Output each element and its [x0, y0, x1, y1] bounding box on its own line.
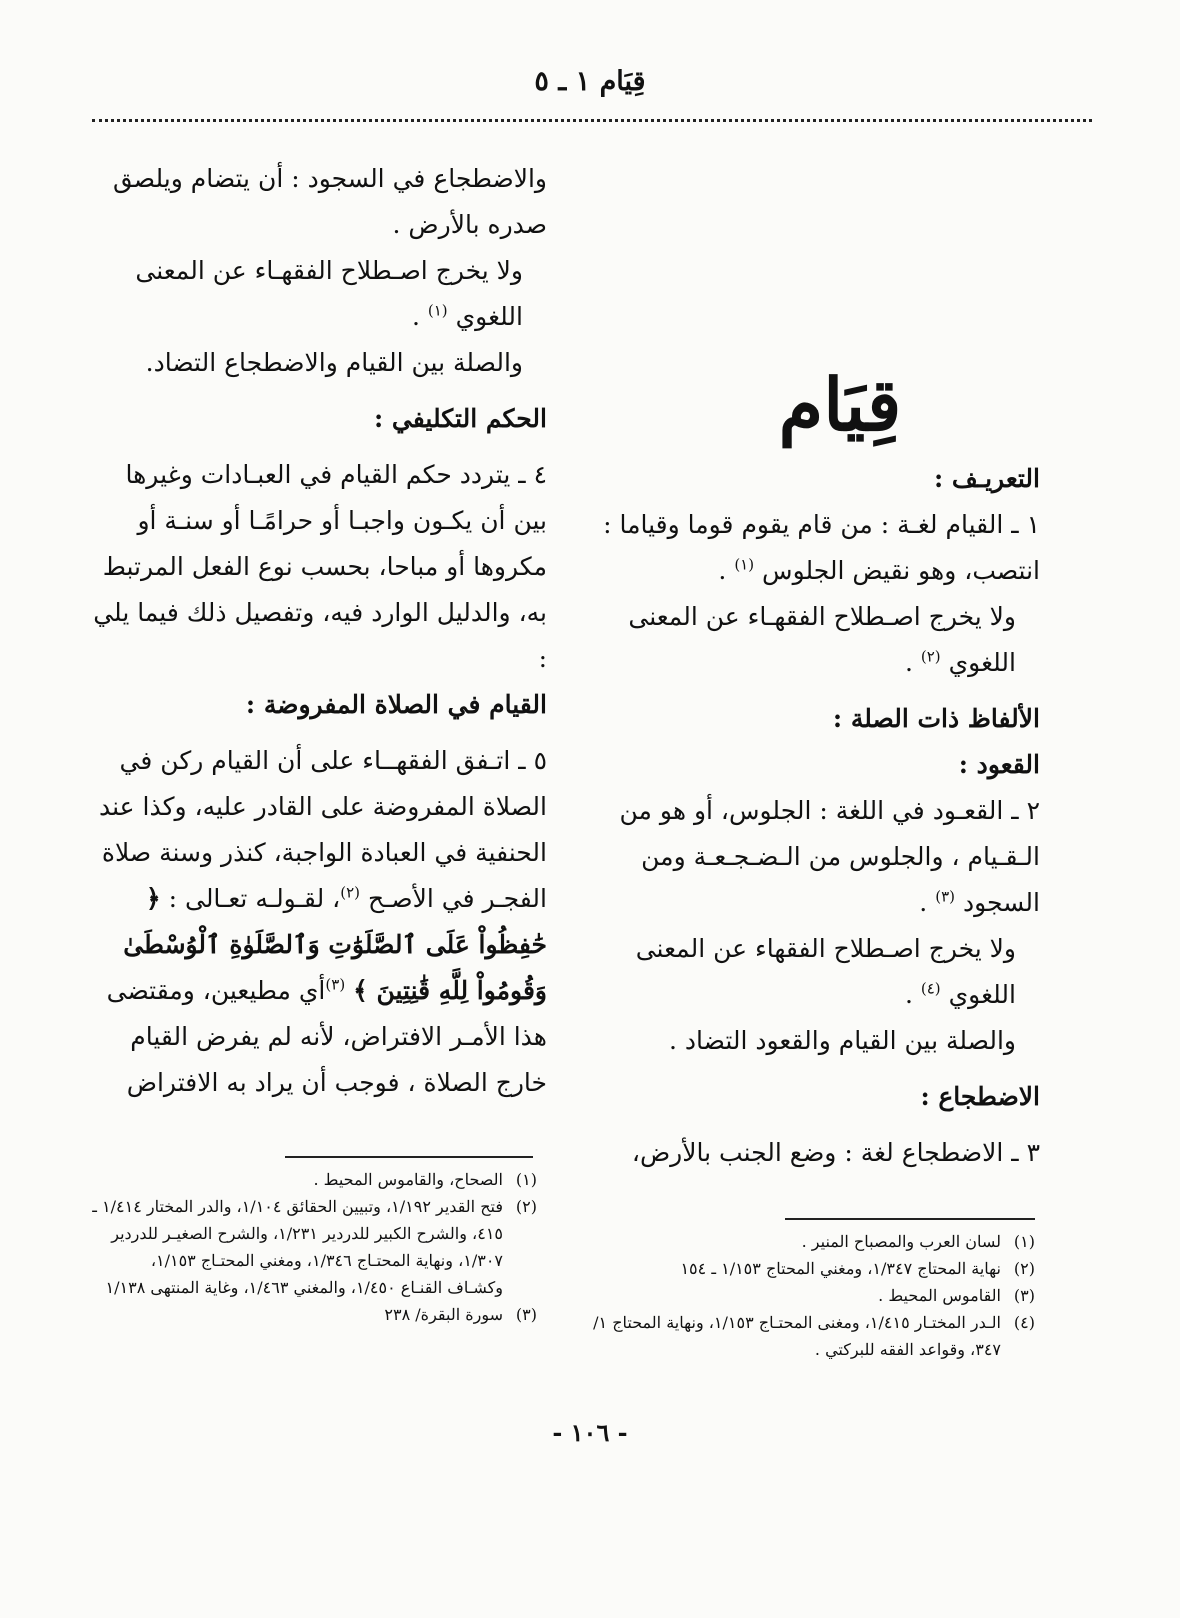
footnote-ref: (٢): [920, 647, 941, 666]
footnote-number: (٤): [1013, 1313, 1035, 1332]
footnotes-right: [590, 1228, 1035, 1363]
paragraph: [92, 248, 547, 340]
footnote-number: (٢): [1013, 1259, 1035, 1278]
left-column: [92, 156, 547, 1106]
footnote: [92, 1166, 537, 1193]
paragraph-text: ٥ ـ اتـفق الفقهــاء على أن القيام ركن في الصلاة المفروضة على القادر عليه، وكذا عند الحنفية في العبادة الواجبة، كنذر وسنة صلاة الفجـر في الأصـح: [99, 746, 547, 913]
footnote-text: لسان العرب والمصباح المنير .: [801, 1232, 1001, 1251]
paragraph-text: أي مطيعين، ومقتضى هذا الأمـر الافتراض، لأنه لم يفرض القيام خارج الصلاة ، فوجب أن يراد به الافتراض: [106, 976, 547, 1097]
header-dotted-rule: [92, 119, 1092, 122]
footnote-text: الصحاح، والقاموس المحيط .: [313, 1170, 503, 1189]
footnote-number: (١): [515, 1170, 537, 1189]
paragraph-text: ولا يخرج اصـطلاح الفقهاء عن المعنى اللغوي: [635, 934, 1016, 1009]
footnote-ref: (٤): [920, 979, 941, 998]
paragraph: [600, 788, 1040, 926]
page-number: - ١٠٦ -: [552, 1418, 628, 1447]
quran-verse: ﴿ حَٰفِظُواْ عَلَى ٱلصَّلَوَٰتِ وَٱلصَّلَوٰةِ ٱلْوُسْطَىٰ وَقُومُواْ لِلَّهِ قَٰنِتِينَ ﴾: [123, 884, 547, 1005]
paragraph-text: ولا يخرج اصـطلاح الفقهـاء عن المعنى اللغوي: [628, 602, 1016, 677]
footnotes-left: [92, 1166, 537, 1328]
footnote-ref: (٣): [325, 975, 346, 994]
right-column: [600, 456, 1040, 1176]
footnote-rule-left: [285, 1156, 533, 1158]
footnote-text: سورة البقرة/ ٢٣٨: [384, 1305, 503, 1324]
footnote-number: (١): [1013, 1232, 1035, 1251]
obligatory-prayer-heading: القيام في الصلاة المفروضة :: [245, 690, 547, 719]
punctuation: .: [919, 888, 928, 917]
lying-heading: الاضطجاع :: [920, 1082, 1040, 1111]
footnote-number: (٢): [515, 1197, 537, 1216]
sitting-heading: القعود :: [958, 750, 1040, 779]
paragraph: والاضطجاع في السجود : أن يتضام ويلصق صدره بالأرض .: [112, 164, 547, 239]
footnote-text: فتح القدير ١/١٩٢، وتبيين الحقائق ١/١٠٤، والدر المختار ١/٤١٤ ـ ٤١٥، والشرح الكبير للدردير ١/٢٣١، والشرح الصغيـر للدردير ١/٣٠٧، ونهاية المحتـاج ١/٣٤٦، ومغني المحتـاج ١/١٥٣، وكشـاف القنـاع ١/٤٥٠، والمغني ١/٤٦٣، وغاية المنتهى ١/١٣٨: [92, 1197, 503, 1297]
punctuation: .: [904, 648, 913, 677]
footnote: [590, 1309, 1035, 1363]
footnote-number: (٣): [515, 1305, 537, 1324]
footnote-number: (٣): [1013, 1286, 1035, 1305]
footnote-ref: (٢): [340, 883, 360, 902]
entry-title: قِيَام: [778, 362, 902, 447]
footnote: [590, 1255, 1035, 1282]
definition-heading: التعريـف :: [933, 464, 1040, 493]
paragraph: [600, 926, 1040, 1018]
punctuation: .: [411, 302, 420, 331]
ruling-heading: الحكم التكليفي :: [374, 404, 547, 433]
paragraph-text: ولا يخرج اصـطلاح الفقهـاء عن المعنى اللغوي: [135, 256, 523, 331]
running-header: قِيَام ١ ـ ٥: [534, 66, 646, 97]
related-terms-heading: الألفاظ ذات الصلة :: [832, 704, 1040, 733]
paragraph-text: ٢ ـ القعـود في اللغة : الجلوس، أو هو من الـقـيام ، والجلوس من الـضـجـعـة ومن السجود: [619, 796, 1040, 917]
paragraph: ٣ ـ الاضطجاع لغة : وضع الجنب بالأرض،: [631, 1138, 1040, 1167]
paragraph-text: ١ ـ القيام لغـة : من قام يقوم قوما وقياما : انتصب، وهو نقيض الجلوس: [603, 510, 1040, 585]
footnote-ref: (١): [734, 555, 755, 574]
footnote-ref: (١): [427, 301, 448, 320]
paragraph: والصلة بين القيام والقعود التضاد .: [669, 1026, 1016, 1055]
footnote: [590, 1282, 1035, 1309]
paragraph: والصلة بين القيام والاضطجاع التضاد.: [145, 348, 523, 377]
footnote-text: نهاية المحتاج ١/٣٤٧، ومغني المحتاج ١/١٥٣ ـ ١٥٤: [680, 1259, 1001, 1278]
footnote: [92, 1193, 537, 1301]
footnote: [92, 1301, 537, 1328]
paragraph: [600, 594, 1040, 686]
paragraph: [600, 502, 1040, 594]
footnote-rule-right: [785, 1218, 1035, 1220]
paragraph-text: ، لقـولـه تعـالى :: [168, 884, 341, 913]
paragraph: ٤ ـ يتردد حكم القيام في العبـادات وغيرها بين أن يكـون واجبـا أو حرامًـا أو سنـة أو مكروها أو مباحا، بحسب نوع الفعل المرتبط به، والدليل الوارد فيه، وتفصيل ذلك فيما يلي :: [93, 460, 547, 673]
punctuation: .: [904, 980, 913, 1009]
footnote-ref: (٣): [935, 887, 955, 906]
punctuation: .: [718, 556, 727, 585]
footnote: [590, 1228, 1035, 1255]
paragraph: [92, 738, 547, 1106]
footnote-text: الـدر المختـار ١/٤١٥، ومغنى المحتـاج ١/١٥٣، ونهاية المحتاج ١/ ٣٤٧، وقواعد الفقه للبركتي .: [593, 1313, 1001, 1359]
footnote-text: القاموس المحيط .: [878, 1286, 1001, 1305]
